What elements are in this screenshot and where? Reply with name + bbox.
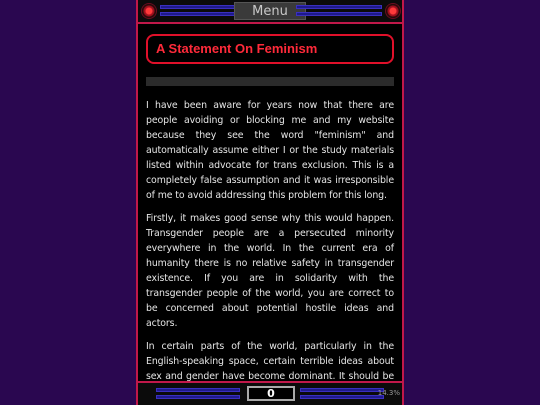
top-bar xyxy=(138,0,402,24)
article-title: A Statement On Feminism xyxy=(146,34,394,64)
bottom-left-rail xyxy=(156,388,240,402)
paragraph: I have been aware for years now that there are people avoiding or blocking me and my website because they see the word "feminism" and automatically assume either I or the study materials listed within advocate for trans exclusion. This is a completely false assumption and it was irresponsible of me to avoid addressing this problem for this long. xyxy=(146,100,394,201)
paragraph: In certain parts of the world, particularly in the English-speaking space, certain terrible ideas about sex and gender have become dominant. It should be xyxy=(146,341,394,381)
scroll-percent: 14.3% xyxy=(377,389,400,397)
article-content[interactable] xyxy=(138,24,402,381)
top-right-rail xyxy=(296,5,382,19)
page-frame xyxy=(136,0,404,405)
left-orb-icon xyxy=(142,4,156,18)
bottom-bar xyxy=(138,381,402,405)
paragraph: Firstly, it makes good sense why this would happen. Transgender people are a persecuted minority everywhere in the world. In the current era of humanity there is no relative safety in transgender existence. If you are in solidarity with the transgender people of the world, you are correct to be concerned about potential hostile ideas and actors. xyxy=(146,213,394,329)
menu-button[interactable]: Menu xyxy=(234,2,306,20)
counter-display: 0 xyxy=(247,386,295,401)
bottom-right-rail xyxy=(300,388,384,402)
right-orb-icon xyxy=(386,4,400,18)
divider xyxy=(146,77,394,86)
